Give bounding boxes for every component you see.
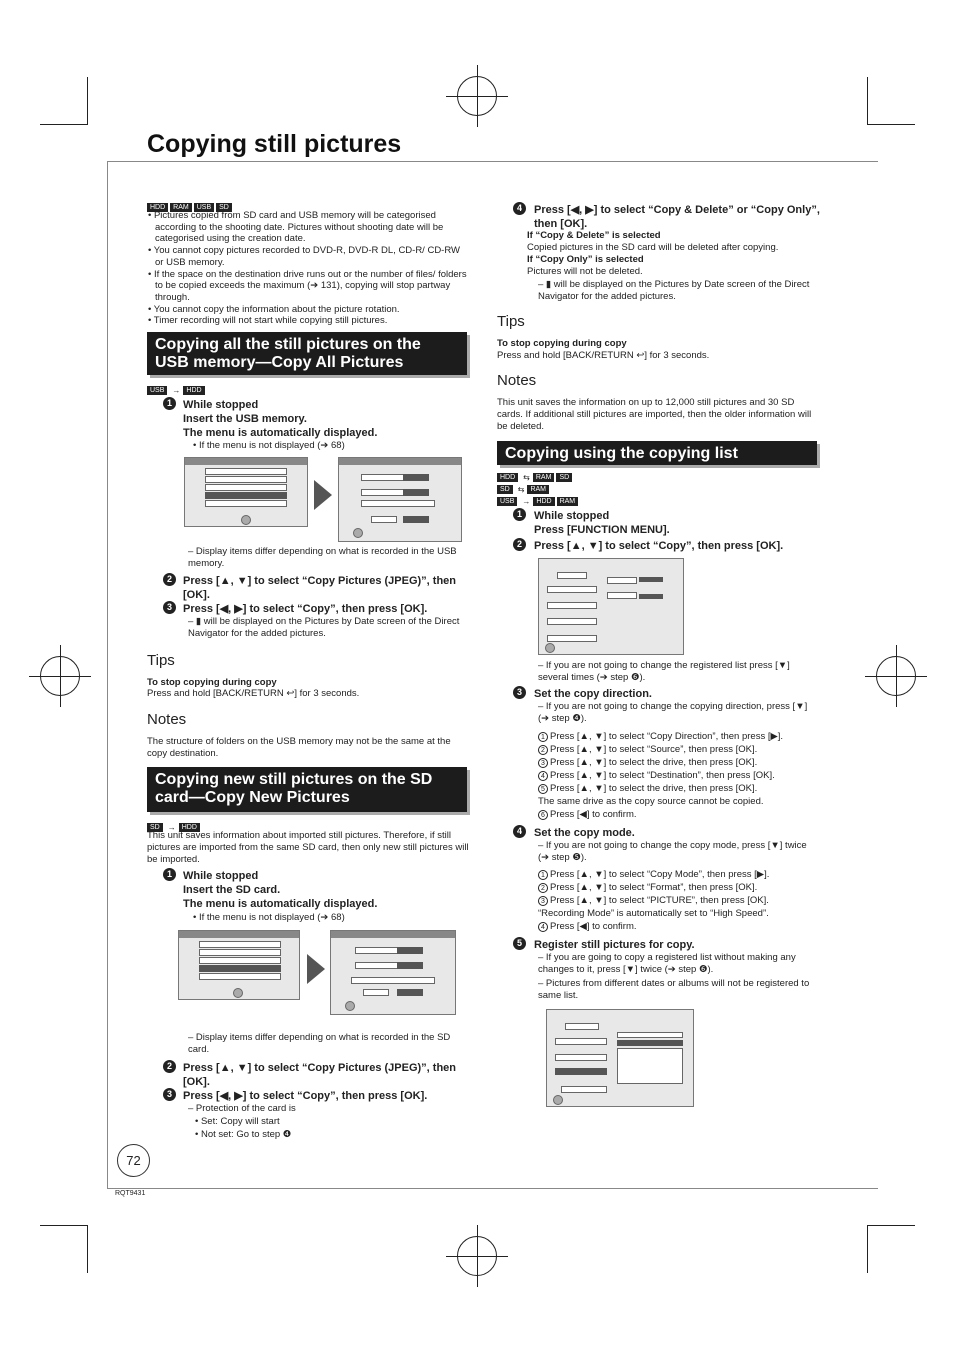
step-number: 1 — [163, 397, 176, 410]
note-text: – ▮ will be displayed on the Pictures by Date screen of the Direct Navigator for the added pictures. — [538, 279, 810, 302]
step-text: While stopped Insert the SD card. The menu is automatically displayed. — [183, 870, 378, 910]
note-text: – Display items differ depending on what is recorded in the SD card. — [188, 1032, 451, 1055]
notes-heading: Notes — [147, 711, 187, 728]
step-number: 2 — [163, 573, 176, 586]
registration-mark — [457, 1236, 497, 1276]
arrow-icon — [307, 954, 325, 984]
tip-body: Press and hold [BACK/RETURN ↩] for 3 seconds. — [497, 350, 710, 361]
direction-badges: USB → HDD — [147, 382, 207, 400]
tips-heading: Tips — [147, 652, 175, 669]
section-heading: Copying new still pictures on the SD card—Copy New Pictures — [147, 767, 467, 812]
section-heading: Copying all the still pictures on the USB memory—Copy All Pictures — [147, 332, 467, 375]
crop-mark — [40, 124, 88, 125]
doc-code: RQT9431 — [115, 1190, 146, 1197]
note-text: The same drive as the copy source cannot be copied. — [538, 796, 764, 807]
step-text: While stopped Insert the USB memory. The menu is automatically displayed. — [183, 399, 378, 439]
list-item: 3 Press [▲, ▼] to select the drive, then press [OK]. — [538, 757, 828, 770]
note-text: • Set: Copy will start — [195, 1116, 280, 1127]
list-item: • Timer recording will not start while copying still pictures. — [148, 315, 388, 327]
step-text: Set the copy direction. — [534, 688, 652, 700]
crop-mark — [87, 77, 88, 125]
crop-mark — [867, 1225, 868, 1273]
list-item: 2 Press [▲, ▼] to select “Format”, then press [OK]. — [538, 882, 828, 895]
step-text: Press [◀, ▶] to select “Copy”, then press [OK]. — [183, 1090, 428, 1102]
note-text: – If you are not going to change the copy mode, press [▼] twice (➔ step ❺). — [538, 840, 807, 863]
registration-mark — [457, 76, 497, 116]
crop-mark — [87, 1225, 88, 1273]
menu-screen — [178, 930, 300, 1000]
substep-list — [538, 731, 828, 822]
menu-screen — [338, 457, 462, 542]
condition-title: If “Copy & Delete” is selected — [527, 230, 661, 241]
list-item: • If the space on the destination drive runs out or the number of files/ folders to be copied exceeds the maximum (➔ 131), copying will stop partway through. — [148, 268, 467, 303]
crop-mark — [867, 77, 868, 125]
step-text: Press [◀, ▶] to select “Copy & Delete” or “Copy Only”, then [OK]. — [534, 204, 820, 230]
step-number: 1 — [163, 868, 176, 881]
step-text: Set the copy mode. — [534, 827, 635, 839]
section-heading: Copying using the copying list — [497, 441, 817, 465]
condition-body: Copied pictures in the SD card will be deleted after copying. — [527, 242, 779, 253]
direction-badges: USB → HDD RAM — [497, 493, 580, 511]
step-text: Press [▲, ▼] to select “Copy Pictures (JPEG)”, then [OK]. — [183, 1062, 457, 1088]
note-text: “Recording Mode” is automatically set to “High Speed”. — [538, 908, 769, 919]
crop-mark — [867, 124, 915, 125]
registration-mark — [40, 656, 80, 696]
direction-badges: HDD ⇆ RAM SD — [497, 469, 574, 487]
list-item: • Pictures copied from SD card and USB memory will be categorised according to the shooting date. Pictures without shooting date will be categorised using the creation date. — [148, 210, 444, 245]
step-note: • If the menu is not displayed (➔ 68) — [193, 440, 345, 451]
copy-list-screen — [538, 558, 684, 655]
page-title: Copying still pictures — [147, 130, 402, 158]
note-text: – If you are going to copy a registered list without making any changes to it, press [▼] twice (➔ step ❻). — [538, 952, 796, 975]
left-rule — [107, 161, 108, 1189]
badge-hdd: HDD — [147, 203, 168, 212]
notes-body: This unit saves the information on up to 12,000 still pictures and 30 SD cards. If additional still pictures are imported, then the older information will be deleted. — [497, 397, 812, 432]
step-number: 5 — [513, 937, 526, 950]
intro-bullets — [147, 210, 469, 327]
note-text: – If you are not going to change the registered list press [▼] several times (➔ step ❻). — [538, 660, 790, 683]
note-text: – Display items differ depending on what is recorded in the USB memory. — [188, 546, 457, 569]
step-number: 3 — [163, 1088, 176, 1101]
tips-heading: Tips — [497, 313, 525, 330]
tip-body: Press and hold [BACK/RETURN ↩] for 3 seconds. — [147, 688, 360, 699]
note-text: – Protection of the card is — [188, 1103, 296, 1114]
list-item: 2 Press [▲, ▼] to select “Source”, then press [OK]. — [538, 744, 828, 757]
list-item: 1 Press [▲, ▼] to select “Copy Mode”, then press [▶]. — [538, 869, 828, 882]
badge-ram: RAM — [170, 203, 192, 212]
list-item: 4 Press [▲, ▼] to select “Destination”, then press [OK]. — [538, 770, 828, 783]
list-item: 6 Press [◀] to confirm. — [538, 809, 828, 822]
registration-mark — [876, 656, 916, 696]
note-text: – ▮ will be displayed on the Pictures by Date screen of the Direct Navigator for the added pictures. — [188, 616, 460, 639]
direction-badges: SD → HDD — [147, 819, 202, 837]
step-text: Register still pictures for copy. — [534, 939, 695, 951]
condition-body: Pictures will not be deleted. — [527, 266, 643, 277]
notes-heading: Notes — [497, 372, 537, 389]
condition-title: If “Copy Only” is selected — [527, 254, 644, 265]
menu-screen — [330, 930, 456, 1015]
page-number: 72 — [117, 1144, 150, 1177]
crop-mark — [40, 1225, 88, 1226]
list-item: 5 Press [▲, ▼] to select the drive, then press [OK]. — [538, 783, 828, 796]
substep-list — [538, 869, 828, 934]
step-text: Press [▲, ▼] to select “Copy”, then press [OK]. — [534, 540, 784, 552]
list-item: • You cannot copy pictures recorded to DVD-R, DVD-R DL, CD-R/ CD-RW or USB memory. — [148, 245, 461, 268]
step-number: 1 — [513, 508, 526, 521]
menu-screen — [184, 457, 308, 527]
crop-mark — [867, 1225, 915, 1226]
step-number: 4 — [513, 825, 526, 838]
register-list-screen — [546, 1009, 694, 1107]
notes-body: The structure of folders on the USB memory may not be the same at the copy destination. — [147, 736, 451, 759]
direction-badges: SD ⇆ RAM — [497, 481, 551, 499]
step-text: Press [▲, ▼] to select “Copy Pictures (JPEG)”, then [OK]. — [183, 575, 457, 601]
step-text: Press [◀, ▶] to select “Copy”, then press [OK]. — [183, 603, 428, 615]
section-intro: This unit saves information about imported still pictures. Therefore, if still pictures are imported from the same SD card, then only new still pictures will be imported. — [147, 830, 469, 865]
list-item: 4 Press [◀] to confirm. — [538, 921, 828, 934]
step-note: • If the menu is not displayed (➔ 68) — [193, 912, 345, 923]
step-number: 2 — [513, 538, 526, 551]
step-number: 4 — [513, 202, 526, 215]
step-number: 3 — [163, 601, 176, 614]
bottom-rule — [107, 1188, 878, 1189]
note-text: – Pictures from different dates or albums will not be registered to same list. — [538, 978, 810, 1001]
step-number: 3 — [513, 686, 526, 699]
list-item: 1 Press [▲, ▼] to select “Copy Direction”, then press [▶]. — [538, 731, 828, 744]
badge-usb: USB — [194, 203, 214, 212]
step-text: While stopped Press [FUNCTION MENU]. — [534, 510, 670, 536]
tip-title: To stop copying during copy — [497, 338, 627, 349]
step-number: 2 — [163, 1060, 176, 1073]
arrow-icon — [314, 480, 332, 510]
badge-sd: SD — [216, 203, 232, 212]
tip-title: To stop copying during copy — [147, 677, 277, 688]
list-item: • You cannot copy the information about the picture rotation. — [148, 303, 400, 315]
title-rule — [107, 161, 878, 162]
list-item: 3 Press [▲, ▼] to select “PICTURE”, then press [OK]. — [538, 895, 828, 908]
note-text: • Not set: Go to step ❹ — [195, 1129, 292, 1140]
note-text: – If you are not going to change the copying direction, press [▼] (➔ step ❹). — [538, 701, 808, 724]
